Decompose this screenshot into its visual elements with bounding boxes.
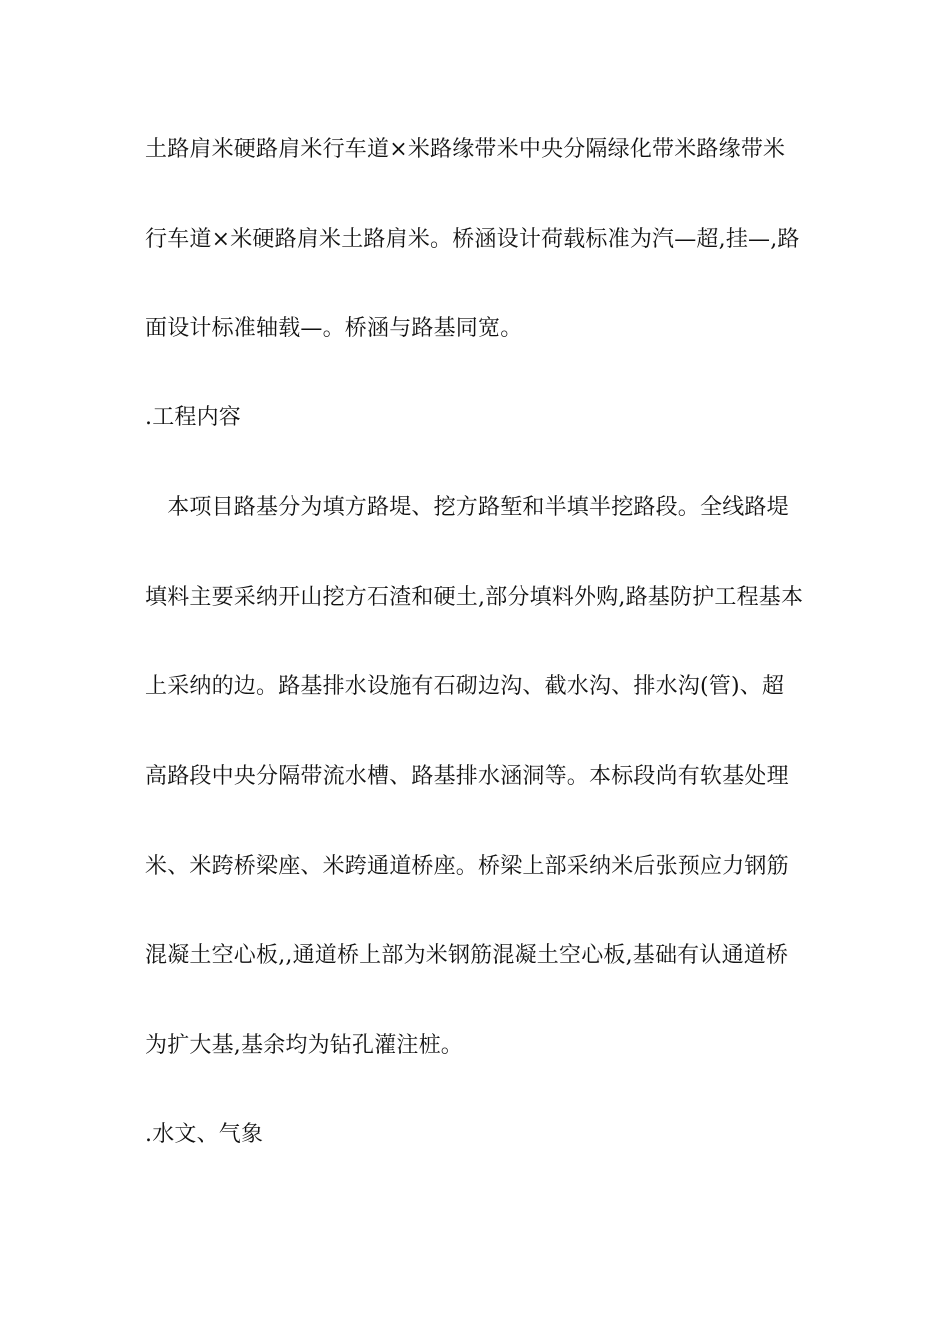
paragraph-line: 土路肩米硬路肩米行车道×米路缘带米中央分隔绿化带米路缘带米 <box>145 137 786 162</box>
section-heading: .工程内容 <box>145 405 241 430</box>
section-heading: .水文、气象 <box>145 1122 264 1147</box>
paragraph-line: 本项目路基分为填方路堤、挖方路堑和半填半挖路段。全线路堤 <box>145 495 789 520</box>
paragraph-line: 高路段中央分隔带流水槽、路基排水涵洞等。本标段尚有软基处理 <box>145 764 789 789</box>
paragraph-line: 面设计标准轴载—。桥涵与路基同宽。 <box>145 316 523 341</box>
paragraph-line: 填料主要采纳开山挖方石渣和硬土,部分填料外购,路基防护工程基本 <box>145 585 804 610</box>
paragraph-line: 混凝土空心板,,通道桥上部为米钢筋混凝土空心板,基础有认通道桥 <box>145 943 789 968</box>
paragraph-line: 行车道×米硬路肩米土路肩米。桥涵设计荷载标准为汽—超,挂—,路 <box>145 227 800 252</box>
paragraph-line: 为扩大基,基余均为钻孔灌注桩。 <box>145 1033 463 1058</box>
paragraph-line: 米、米跨桥梁座、米跨通道桥座。桥梁上部采纳米后张预应力钢筋 <box>145 854 789 879</box>
paragraph-line: 上采纳的边。路基排水设施有石砌边沟、截水沟、排水沟(管)、超 <box>145 674 785 699</box>
